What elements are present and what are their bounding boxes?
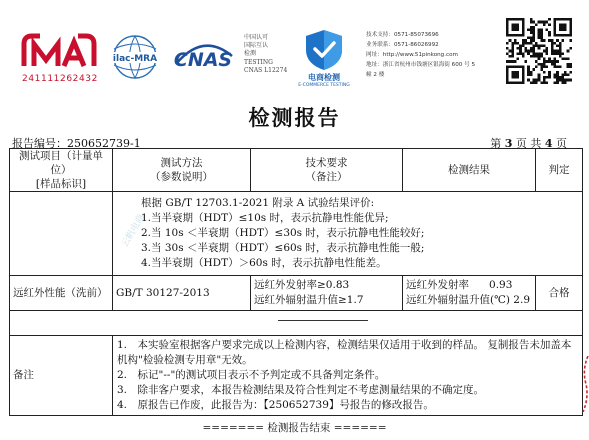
table-header-row [10,149,583,192]
header-judgement: 判定 [536,149,583,192]
cma-logo [14,30,106,90]
page-total: 4 [544,137,553,150]
evaluation-line: 根据 GB/T 12703.1-2021 附录 A 试验结果评价: [141,197,375,209]
page-prefix: 第 [490,137,502,150]
cnas-text-line: CNAS L12274 [244,66,288,74]
requirement-line: 远红外发射率≥0.83 [254,279,350,291]
contact-line: 幢 2 楼 [366,72,385,78]
far-infrared-requirement [251,276,403,311]
table-row [10,336,583,416]
header-tech-requirement [251,149,403,192]
header-test-result: 检测结果 [403,149,536,192]
ecommerce-testing-logo [286,26,362,92]
ilac-label: ilac-MRA [112,54,158,64]
evaluation-line: 2.当 10s ＜半衰期（HDT）≤30s 时，表示抗静电性能较好; [141,227,425,239]
header-method-line: 测试方法 [160,157,203,169]
contact-line: 地址：浙江省杭州市钱塘区银海街 600 号 5 [366,62,476,68]
cma-mark-icon [18,32,100,70]
contact-line: 技术支持：0571-85073696 [366,32,439,38]
result-line [406,293,532,308]
cnas-text-line: 检测 [244,50,257,58]
report-number: 报告编号：250652739-1 [12,137,141,150]
page-current: 3 [504,137,513,150]
far-infrared-method: GB/T 30127-2013 [113,276,251,311]
contact-info [366,30,498,80]
cnas-text-line: TESTING [244,58,273,66]
report-end-line: ======= 检测报告结束 ====== [202,422,387,434]
contact-line: 网址：http://www.51pinkong.com [366,52,458,58]
far-infrared-judgement: 合格 [536,276,583,311]
cnas-label: CNAS [173,49,233,71]
table-row [10,311,583,336]
header-req-line: （备注） [305,171,348,183]
far-infrared-item: 远红外性能（洗前） [10,276,113,311]
cnas-logo [168,34,238,78]
evaluation-line: 1.当半衰期（HDT）≤10s 时，表示抗静电性能优异; [141,212,389,224]
evaluation-line: 3.当 30s ＜半衰期（HDT）≤60s 时，表示抗静电性能一般; [141,242,425,254]
remark-line: 1. 本实验室根据客户要求完成以上检测内容，检测结果仅适用于收到的样品。 复制报告未加盖本机构"检验检测专用章"无效。 [117,339,572,366]
result-value: 0.93 [489,279,513,291]
header-item-line: 测试项目（计量单位） [19,150,103,176]
table-row [10,192,583,276]
contact-line: 业务联系：0571-86026992 [366,42,439,48]
remarks-content [113,336,583,416]
evaluation-criteria [113,192,583,276]
result-line [406,278,532,293]
cma-number: 241111262432 [22,74,98,84]
shield-subtitle: E-COMMERCE TESTING [298,83,350,88]
ilac-mra-logo [106,33,164,85]
cnas-text-line: 国际互认 [244,42,269,50]
report-header [0,0,589,100]
divider [278,320,368,321]
remarks-label: 备注 [10,336,113,416]
table-row [10,276,583,311]
shield-check-icon [286,26,362,72]
red-seal-edge-icon [580,356,589,412]
shield-title: 电商检测 [308,73,340,82]
empty-cell [10,192,113,276]
page-middle: 页 共 [515,137,542,150]
result-label: 远红外发射率 [406,279,469,291]
cnas-text-line: 中国认可 [244,34,269,41]
blank-row [10,311,583,336]
watermark: 云帆电商 [120,212,147,250]
header-method-line: （参数说明） [150,171,213,183]
result-value: 2.9 [513,294,530,306]
page-suffix: 页 [556,137,567,150]
header-test-item [10,149,113,192]
qr-code-icon [506,18,572,84]
result-label: 远红外辐射温升值(℃) [406,294,510,306]
requirement-line: 远红外辐射温升值≥1.7 [254,294,364,306]
remark-line: 3. 除非客户要求，本报告检测结果及符合性判定不考虑测量结果的不确定度。 [117,384,485,396]
header-req-line: 技术要求 [305,157,348,169]
report-table [9,148,583,416]
page-title: 检测报告 [248,105,341,130]
ilac-globe-icon [106,33,164,85]
cnas-mark-icon [168,34,238,78]
header-test-method [113,149,251,192]
remark-line: 2. 标记"--"的测试项目表示不予判定或不具备判定条件。 [117,369,386,381]
remark-line: 4. 原报告已作废，此报告为：【250652739】号报告的修改报告。 [117,399,434,411]
evaluation-line: 4.当半衰期（HDT）＞60s 时，表示抗静电性能差。 [141,257,387,269]
far-infrared-result [403,276,536,311]
header-item-line: [样品标识] [35,178,87,190]
